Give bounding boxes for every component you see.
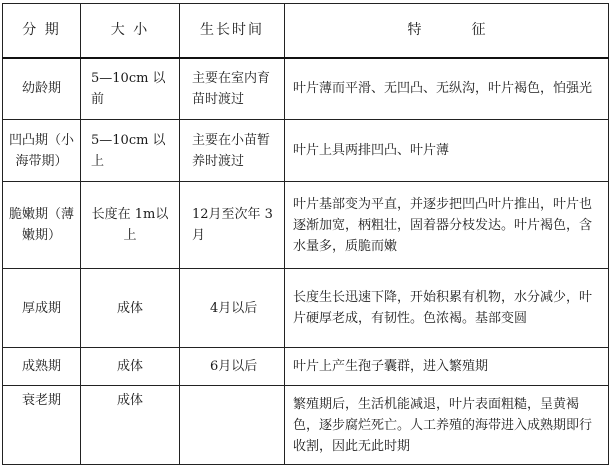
cell-feature: 叶片基部变为平直，并逐步把凹凸叶片推出，叶片也逐渐加宽，柄粗壮，固着器分枝发达。叶片褐色，含水量多，质脆而嫩 — [285, 182, 609, 269]
kelp-growth-stage-table — [2, 3, 609, 465]
cell-stage: 厚成期 — [3, 269, 81, 348]
cell-feature: 繁殖期后，生活机能减退，叶片表面粗糙，呈黄褐色，逐步腐烂死亡。人工养殖的海带进入成熟期即行收割，因此无此时期 — [285, 386, 609, 465]
cell-stage: 成熟期 — [3, 348, 81, 386]
cell-time: 6月以后 — [180, 348, 285, 386]
table-row — [3, 348, 609, 386]
cell-size: 成体 — [81, 386, 180, 465]
table-row — [3, 58, 609, 120]
cell-stage: 衰老期 — [3, 386, 81, 465]
cell-time: 主要在室内育苗时渡过 — [180, 58, 285, 120]
table-row — [3, 269, 609, 348]
cell-size: 5—10cm 以上 — [81, 120, 180, 182]
cell-time: 主要在小苗暂养时渡过 — [180, 120, 285, 182]
cell-size: 长度在 1m以上 — [81, 182, 180, 269]
header-time: 生长时间 — [180, 4, 285, 58]
cell-feature: 长度生长迅速下降，开始积累有机物，水分减少，叶片硬厚老成，有韧性。色浓褐。基部变圆 — [285, 269, 609, 348]
table-header-row — [3, 4, 609, 58]
table-row — [3, 120, 609, 182]
cell-size: 成体 — [81, 348, 180, 386]
cell-feature: 叶片上具两排凹凸、叶片薄 — [285, 120, 609, 182]
cell-stage: 脆嫩期（薄嫩期） — [3, 182, 81, 269]
header-size: 大 小 — [81, 4, 180, 58]
cell-feature: 叶片上产生孢子囊群，进入繁殖期 — [285, 348, 609, 386]
cell-time — [180, 386, 285, 465]
cell-feature: 叶片薄而平滑、无凹凸、无纵沟，叶片褐色，怕强光 — [285, 58, 609, 120]
cell-stage: 幼龄期 — [3, 58, 81, 120]
cell-stage: 凹凸期（小海带期） — [3, 120, 81, 182]
cell-size: 成体 — [81, 269, 180, 348]
header-stage: 分 期 — [3, 4, 81, 58]
cell-size: 5—10cm 以前 — [81, 58, 180, 120]
table-row — [3, 182, 609, 269]
cell-time: 4月以后 — [180, 269, 285, 348]
table-row — [3, 386, 609, 465]
header-feature: 特征 — [285, 4, 609, 58]
cell-time: 12月至次年 3月 — [180, 182, 285, 269]
